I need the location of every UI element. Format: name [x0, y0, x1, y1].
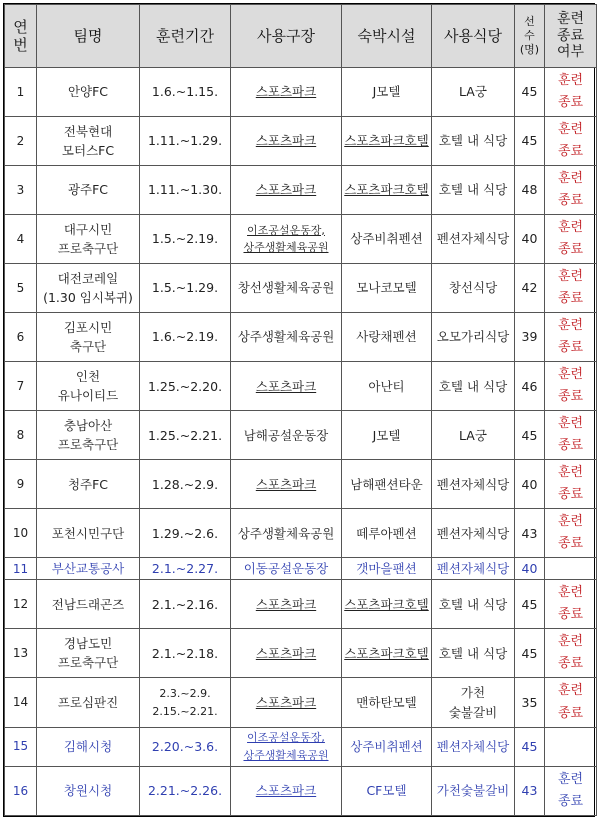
players-count-cell: 39 — [515, 313, 545, 362]
training-period-cell: 1.28.~2.9. — [140, 460, 231, 509]
team-name-cell: 경남도민 프로축구단 — [37, 629, 140, 678]
venue-cell: 스포츠파크 — [231, 68, 342, 117]
header-team: 팀명 — [37, 5, 140, 68]
table-row — [5, 313, 597, 362]
venue-cell: 스포츠파크 — [231, 580, 342, 629]
row-no-cell: 16 — [5, 766, 37, 815]
header-dining: 사용식당 — [432, 5, 515, 68]
row-no-cell: 10 — [5, 509, 37, 558]
training-status-cell: 훈련 종료 — [545, 460, 597, 509]
lodging-cell: 맨하탄모텔 — [342, 678, 432, 727]
training-status-cell — [545, 727, 597, 766]
header-no: 연 번 — [5, 5, 37, 68]
table-row — [5, 68, 597, 117]
table-row — [5, 629, 597, 678]
table-row — [5, 166, 597, 215]
training-schedule-table — [3, 3, 595, 817]
training-period-cell: 2.20.~3.6. — [140, 727, 231, 766]
training-period-cell: 2.1.~2.18. — [140, 629, 231, 678]
venue-cell: 상주생활체육공원 — [231, 313, 342, 362]
training-status-cell: 훈련 종료 — [545, 509, 597, 558]
lodging-cell: 스포츠파크호텔 — [342, 117, 432, 166]
lodging-cell: J모텔 — [342, 411, 432, 460]
header-lodging: 숙박시설 — [342, 5, 432, 68]
dining-cell: 호텔 내 식당 — [432, 629, 515, 678]
lodging-cell: 떼루아펜션 — [342, 509, 432, 558]
row-no-cell: 12 — [5, 580, 37, 629]
row-no-cell: 14 — [5, 678, 37, 727]
venue-cell: 스포츠파크 — [231, 678, 342, 727]
row-no-cell: 1 — [5, 68, 37, 117]
training-status-cell: 훈련 종료 — [545, 629, 597, 678]
dining-cell: 펜션자체식당 — [432, 460, 515, 509]
venue-cell: 스포츠파크 — [231, 460, 342, 509]
players-count-cell: 46 — [515, 362, 545, 411]
team-name-cell: 김포시민 축구단 — [37, 313, 140, 362]
dining-cell: 펜션자체식당 — [432, 727, 515, 766]
lodging-cell: CF모텔 — [342, 766, 432, 815]
players-count-cell: 35 — [515, 678, 545, 727]
lodging-cell: 사랑채펜션 — [342, 313, 432, 362]
row-no-cell: 2 — [5, 117, 37, 166]
players-count-cell: 45 — [515, 117, 545, 166]
dining-cell: LA궁 — [432, 68, 515, 117]
dining-cell: 가천숯불갈비 — [432, 766, 515, 815]
team-name-cell: 창원시청 — [37, 766, 140, 815]
training-period-cell: 1.5.~1.29. — [140, 264, 231, 313]
row-no-cell: 5 — [5, 264, 37, 313]
venue-cell: 이동공설운동장 — [231, 558, 342, 580]
row-no-cell: 6 — [5, 313, 37, 362]
training-period-cell: 1.5.~2.19. — [140, 215, 231, 264]
training-status-cell: 훈련 종료 — [545, 678, 597, 727]
lodging-cell: 상주비취펜션 — [342, 215, 432, 264]
table-row — [5, 509, 597, 558]
dining-cell: 호텔 내 식당 — [432, 580, 515, 629]
table-row — [5, 215, 597, 264]
venue-cell: 상주생활체육공원 — [231, 509, 342, 558]
training-status-cell: 훈련 종료 — [545, 411, 597, 460]
table-row — [5, 727, 597, 766]
training-status-cell: 훈련 종료 — [545, 766, 597, 815]
header-players: 선 수 (명) — [515, 5, 545, 68]
lodging-cell: 스포츠파크호텔 — [342, 580, 432, 629]
training-status-cell: 훈련 종료 — [545, 68, 597, 117]
training-period-cell: 1.11.~1.29. — [140, 117, 231, 166]
table-row — [5, 678, 597, 727]
team-name-cell: 청주FC — [37, 460, 140, 509]
venue-cell: 스포츠파크 — [231, 766, 342, 815]
lodging-cell: 아난티 — [342, 362, 432, 411]
lodging-cell: 스포츠파크호텔 — [342, 629, 432, 678]
training-period-cell: 1.6.~2.19. — [140, 313, 231, 362]
venue-cell: 남해공설운동장 — [231, 411, 342, 460]
row-no-cell: 11 — [5, 558, 37, 580]
training-period-cell: 1.25.~2.21. — [140, 411, 231, 460]
team-name-cell: 포천시민구단 — [37, 509, 140, 558]
venue-cell: 이조공설운동장, 상주생활체육공원 — [231, 215, 342, 264]
venue-cell: 스포츠파크 — [231, 117, 342, 166]
players-count-cell: 42 — [515, 264, 545, 313]
row-no-cell: 13 — [5, 629, 37, 678]
training-status-cell: 훈련 종료 — [545, 166, 597, 215]
row-no-cell: 8 — [5, 411, 37, 460]
training-status-cell: 훈련 종료 — [545, 580, 597, 629]
table-row — [5, 411, 597, 460]
table-row — [5, 362, 597, 411]
players-count-cell: 43 — [515, 509, 545, 558]
players-count-cell: 40 — [515, 558, 545, 580]
players-count-cell: 45 — [515, 68, 545, 117]
venue-cell: 스포츠파크 — [231, 362, 342, 411]
training-period-cell: 2.1.~2.16. — [140, 580, 231, 629]
team-name-cell: 안양FC — [37, 68, 140, 117]
row-no-cell: 4 — [5, 215, 37, 264]
lodging-cell: 모나코모텔 — [342, 264, 432, 313]
lodging-cell: 갯마을팬션 — [342, 558, 432, 580]
team-name-cell: 전북현대 모터스FC — [37, 117, 140, 166]
header-row — [5, 5, 597, 68]
training-period-cell: 2.21.~2.26. — [140, 766, 231, 815]
lodging-cell: 남해팬션타운 — [342, 460, 432, 509]
row-no-cell: 15 — [5, 727, 37, 766]
dining-cell: 오모가리식당 — [432, 313, 515, 362]
dining-cell: 펜션자체식당 — [432, 509, 515, 558]
training-period-cell: 1.29.~2.6. — [140, 509, 231, 558]
table-row — [5, 580, 597, 629]
dining-cell: 펜션자체식당 — [432, 215, 515, 264]
table-row — [5, 264, 597, 313]
training-status-cell: 훈련 종료 — [545, 313, 597, 362]
training-period-cell: 2.1.~2.27. — [140, 558, 231, 580]
row-no-cell: 7 — [5, 362, 37, 411]
training-status-cell: 훈련 종료 — [545, 264, 597, 313]
dining-cell: 창선식당 — [432, 264, 515, 313]
lodging-cell: 상주비취펜션 — [342, 727, 432, 766]
training-status-cell — [545, 558, 597, 580]
training-period-cell: 2.3.~2.9. 2.15.~2.21. — [140, 678, 231, 727]
lodging-cell: J모텔 — [342, 68, 432, 117]
team-name-cell: 대전코레일 (1.30 임시복귀) — [37, 264, 140, 313]
players-count-cell: 43 — [515, 766, 545, 815]
team-name-cell: 프로심판진 — [37, 678, 140, 727]
dining-cell: 가천 숯불갈비 — [432, 678, 515, 727]
team-name-cell: 인천 유나이티드 — [37, 362, 140, 411]
team-name-cell: 광주FC — [37, 166, 140, 215]
players-count-cell: 40 — [515, 460, 545, 509]
team-name-cell: 대구시민 프로축구단 — [37, 215, 140, 264]
venue-cell: 창선생활체육공원 — [231, 264, 342, 313]
training-period-cell: 1.25.~2.20. — [140, 362, 231, 411]
venue-cell: 이조공설운동장, 상주생활체육공원 — [231, 727, 342, 766]
training-status-cell: 훈련 종료 — [545, 117, 597, 166]
header-status: 훈련 종료 여부 — [545, 5, 597, 68]
team-name-cell: 전남드래곤즈 — [37, 580, 140, 629]
header-venue: 사용구장 — [231, 5, 342, 68]
venue-cell: 스포츠파크 — [231, 166, 342, 215]
table-row — [5, 766, 597, 815]
header-period: 훈련기간 — [140, 5, 231, 68]
dining-cell: 호텔 내 식당 — [432, 117, 515, 166]
training-period-cell: 1.11.~1.30. — [140, 166, 231, 215]
table-row — [5, 460, 597, 509]
row-no-cell: 9 — [5, 460, 37, 509]
training-status-cell: 훈련 종료 — [545, 362, 597, 411]
table-row — [5, 117, 597, 166]
players-count-cell: 45 — [515, 727, 545, 766]
dining-cell: 펜션자체식당 — [432, 558, 515, 580]
players-count-cell: 48 — [515, 166, 545, 215]
team-name-cell: 부산교통공사 — [37, 558, 140, 580]
team-name-cell: 충남아산 프로축구단 — [37, 411, 140, 460]
lodging-cell: 스포츠파크호텔 — [342, 166, 432, 215]
training-period-cell: 1.6.~1.15. — [140, 68, 231, 117]
players-count-cell: 45 — [515, 411, 545, 460]
players-count-cell: 45 — [515, 629, 545, 678]
venue-cell: 스포츠파크 — [231, 629, 342, 678]
team-name-cell: 김해시청 — [37, 727, 140, 766]
row-no-cell: 3 — [5, 166, 37, 215]
dining-cell: LA궁 — [432, 411, 515, 460]
dining-cell: 호텔 내 식당 — [432, 166, 515, 215]
players-count-cell: 40 — [515, 215, 545, 264]
dining-cell: 호텔 내 식당 — [432, 362, 515, 411]
training-status-cell: 훈련 종료 — [545, 215, 597, 264]
players-count-cell: 45 — [515, 580, 545, 629]
table-row — [5, 558, 597, 580]
